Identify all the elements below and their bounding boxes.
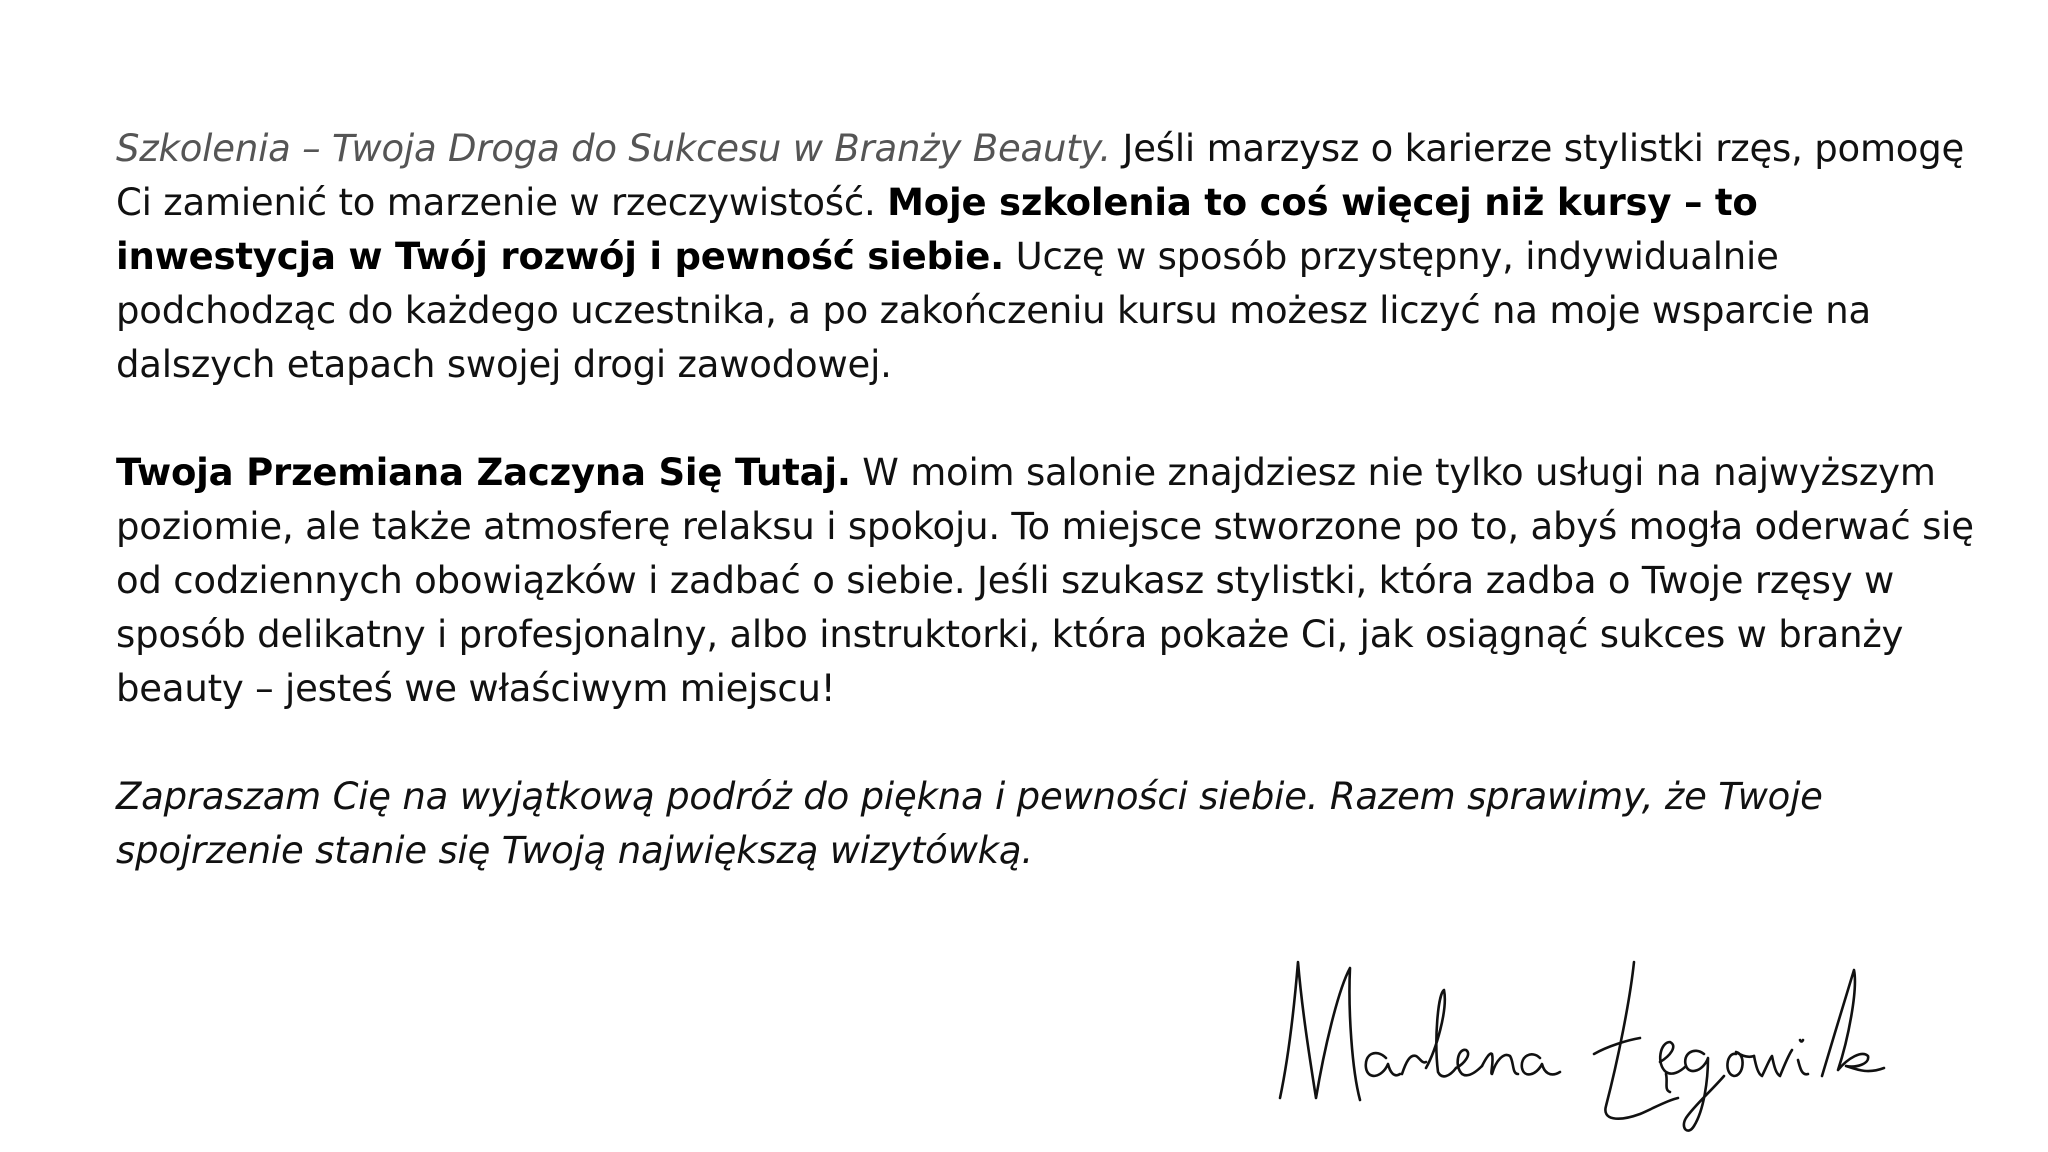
trainings-heading: Szkolenia – Twoja Droga do Sukcesu w Branży Beauty. [116, 127, 1111, 170]
invitation-text: Zapraszam Cię na wyjątkową podróż do piękna i pewności siebie. Razem sprawimy, że Twoje spojrzenie stanie się Twoją największą wizytówką. [116, 775, 1823, 872]
trainings-text-1: Jeśli marzysz o karierze stylistki rzęs, pomogę Ci zamienić to marzenie w rzeczywistość. [116, 127, 1965, 224]
paragraph-salon [116, 446, 1976, 716]
trainings-text-2: Uczę w sposób przystępny, indywidualnie podchodząc do każdego uczestnika, a po zakończeniu kursu możesz liczyć na moje wsparcie na dalszych etapach swojej drogi zawodowej. [116, 235, 1871, 386]
trainings-emphasis: Moje szkolenia to coś więcej niż kursy – to inwestycja w Twój rozwój i pewność siebie. [116, 181, 1758, 278]
paragraph-trainings [116, 122, 1976, 392]
salon-heading: Twoja Przemiana Zaczyna Się Tutaj. [116, 451, 851, 494]
handwritten-signature [1268, 950, 1948, 1150]
document-body [116, 122, 1976, 878]
salon-text: W moim salonie znajdziesz nie tylko usługi na najwyższym poziomie, ale także atmosferę relaksu i spokoju. To miejsce stworzone po to, abyś mogła oderwać się od codziennych obowiązków i zadbać o siebie. Jeśli szukasz stylistki, która zadba o Twoje rzęsy w sposób delikatny i profesjonalny, albo instruktorki, która pokaże Ci, jak osiągnąć sukces w branży beauty – jesteś we właściwym miejscu! [116, 451, 1974, 710]
paragraph-invitation [116, 770, 1976, 878]
